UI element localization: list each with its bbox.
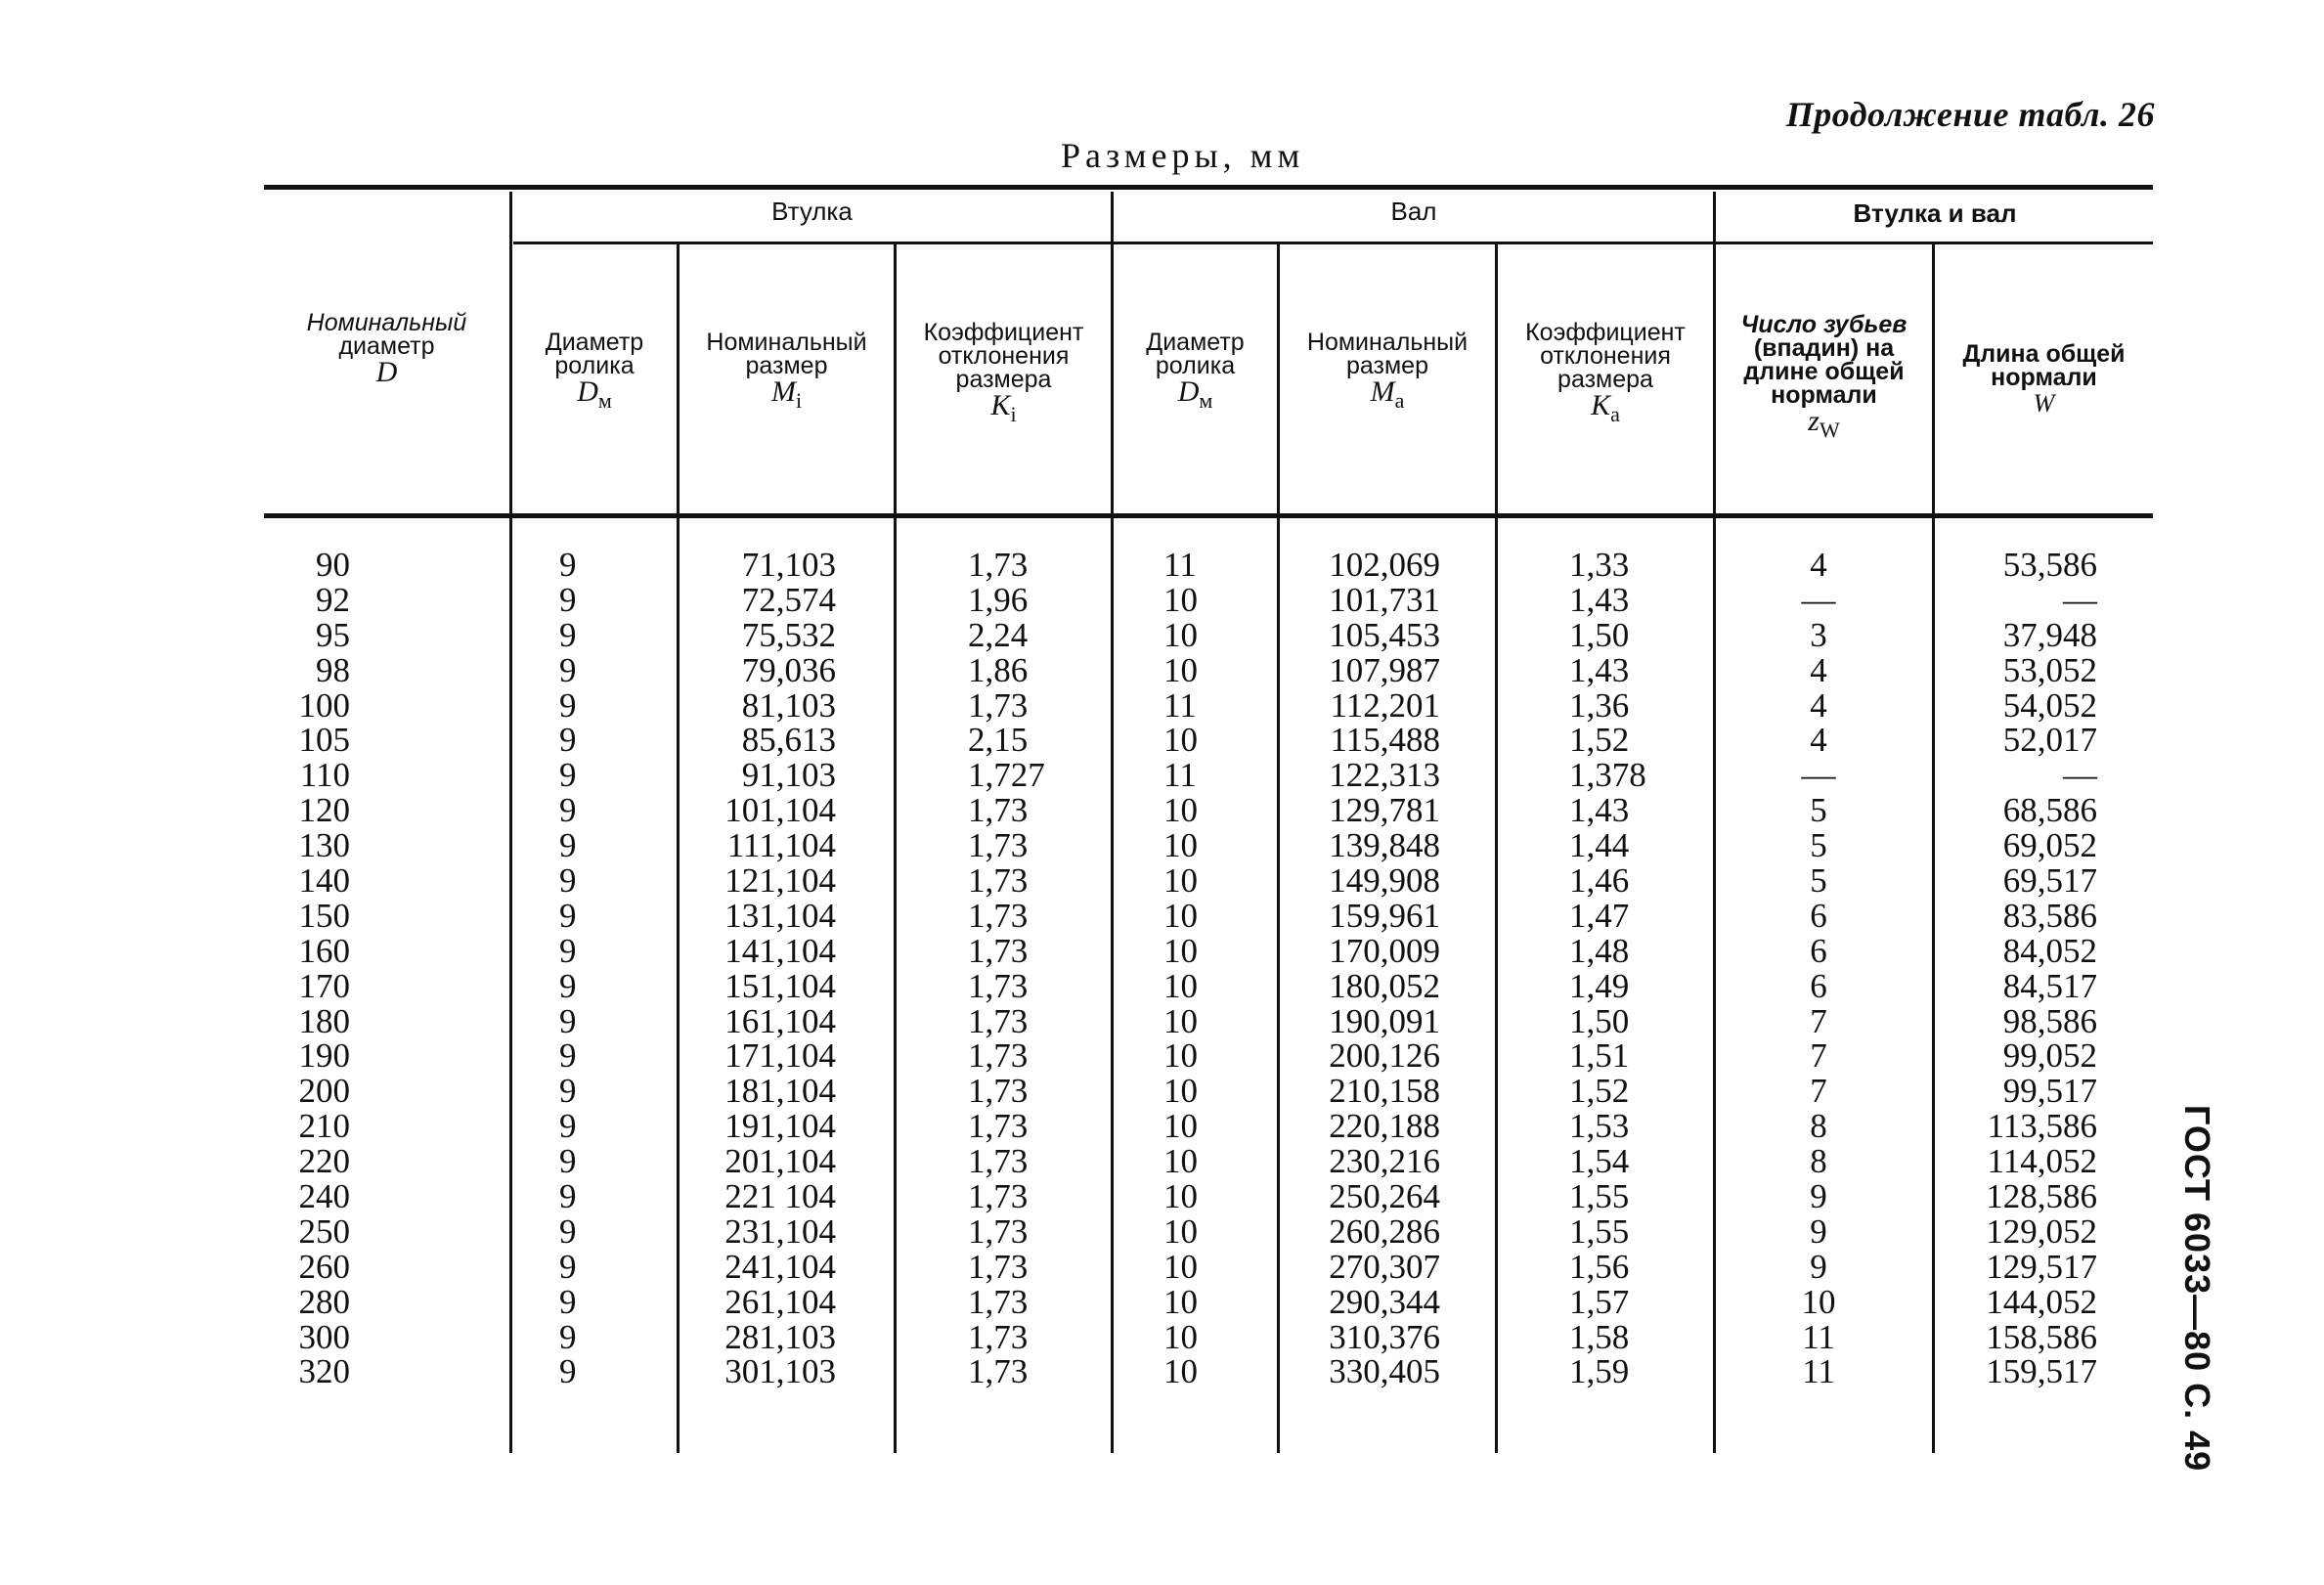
header-shaft-coefficient: Коэффициент отклонения размера $K_a$ xyxy=(1525,319,1686,426)
header-shaft-roller-diameter: Диаметр ролика $D_м$ xyxy=(1146,329,1245,413)
table-cell: 53,052 xyxy=(2002,650,2097,689)
table-cell: 115,488 xyxy=(1330,721,1440,760)
table-cell: 9 xyxy=(559,966,577,1005)
table-cell: 102,069 xyxy=(1329,546,1440,584)
table-cell: 200,126 xyxy=(1329,1036,1440,1076)
table-cell: 1,73 xyxy=(968,966,1029,1005)
table-cell: 1,55 xyxy=(1569,1211,1630,1251)
table-cell: 191,104 xyxy=(724,1107,836,1146)
table-cell: 53,586 xyxy=(2002,546,2097,584)
table-cell: 9 xyxy=(559,756,577,795)
table-cell: 1,73 xyxy=(968,1107,1029,1146)
column-bushing-roller-diameter xyxy=(559,548,598,1389)
header-teeth-count: Число зубьев (впадин) на длине общей нормали $z_W$ xyxy=(1740,311,1907,442)
table-cell: 1,73 xyxy=(968,896,1029,935)
table-cell: 130 xyxy=(298,826,350,865)
table-cell: 122,313 xyxy=(1329,756,1440,795)
table-cell: 10 xyxy=(1163,966,1198,1005)
table-cell: 1,73 xyxy=(968,826,1029,865)
table-cell: 1,86 xyxy=(968,650,1029,689)
table-cell: 159,517 xyxy=(1986,1352,2097,1391)
table-cell: 121,104 xyxy=(724,861,836,901)
table-cell: 1,73 xyxy=(968,1142,1029,1181)
table-cell: 231,104 xyxy=(724,1211,836,1251)
column-divider xyxy=(1277,244,1280,1453)
table-cell: 158,586 xyxy=(1986,1317,2097,1356)
table-cell: 9 xyxy=(559,1317,577,1356)
table-cell: 290,344 xyxy=(1329,1282,1440,1321)
table-cell: 10 xyxy=(1163,1352,1198,1391)
table-cell: 9 xyxy=(559,546,577,584)
table-cell: 114,052 xyxy=(1987,1142,2097,1181)
table-cell: 4 xyxy=(1810,721,1827,760)
table-cell: 52,017 xyxy=(2002,721,2097,760)
table-cell: 9 xyxy=(559,826,577,865)
table-cell: 10 xyxy=(1163,1142,1198,1181)
table-cell: 161,104 xyxy=(724,1001,836,1040)
table-cell: 9 xyxy=(559,1072,577,1111)
table-cell: 5 xyxy=(1810,861,1827,901)
table-cell: 210 xyxy=(298,1107,350,1146)
table-cell: 1,73 xyxy=(968,1317,1029,1356)
table-cell: 141,104 xyxy=(724,931,836,970)
table-cell: 7 xyxy=(1810,1001,1827,1040)
table-cell: 83,586 xyxy=(2002,896,2097,935)
table-cell: 1,47 xyxy=(1569,896,1630,935)
table-cell: 10 xyxy=(1163,861,1198,901)
table-cell: 9 xyxy=(559,1352,577,1391)
table-cell: 1,55 xyxy=(1569,1177,1630,1216)
column-normal-length xyxy=(1946,548,2097,1389)
table-cell: 1,73 xyxy=(968,1211,1029,1251)
table-cell: 7 xyxy=(1810,1072,1827,1111)
table-cell: 100 xyxy=(298,685,350,725)
table-cell: 113,586 xyxy=(1987,1107,2097,1146)
table-cell: 11 xyxy=(1163,685,1197,725)
standard-page-label: ГОСТ 6033—80 С. 49 xyxy=(2177,1105,2217,1473)
column-shaft-roller-diameter xyxy=(1163,548,1222,1389)
table-cell: 220,188 xyxy=(1329,1107,1440,1146)
header-bushing-roller-diameter: Диаметр ролика $D_м$ xyxy=(545,329,644,413)
table-cell: 1,73 xyxy=(968,1177,1029,1216)
table-cell: 107,987 xyxy=(1329,650,1440,689)
table-cell: 190 xyxy=(298,1036,350,1076)
table-cell: 110 xyxy=(299,756,350,795)
table-cell: 230,216 xyxy=(1329,1142,1440,1181)
table-cell: 10 xyxy=(1163,896,1198,935)
table-cell: 2,15 xyxy=(968,721,1029,760)
table-cell: 1,73 xyxy=(968,1001,1029,1040)
table-cell: 1,51 xyxy=(1569,1036,1630,1076)
table-cell: 10 xyxy=(1163,1317,1198,1356)
table-cell: 220 xyxy=(298,1142,350,1181)
table-cell: 241,104 xyxy=(724,1247,836,1286)
column-shaft-coefficient xyxy=(1569,548,1687,1389)
table-cell: 10 xyxy=(1163,1282,1198,1321)
table-cell: 9 xyxy=(559,791,577,830)
table-cell: 9 xyxy=(559,580,577,619)
table-cell: 11 xyxy=(1802,1352,1835,1391)
table-cell: 1,46 xyxy=(1569,861,1630,901)
table-cell: 99,052 xyxy=(2002,1036,2097,1076)
table-cell: 10 xyxy=(1163,580,1198,619)
table-cell: 9 xyxy=(1810,1211,1827,1251)
table-cell: 300 xyxy=(298,1317,350,1356)
table-cell: 1,73 xyxy=(968,1036,1029,1076)
table-cell: — xyxy=(2063,756,2097,795)
table-cell: 1,57 xyxy=(1569,1282,1630,1321)
table-cell: 9 xyxy=(559,1001,577,1040)
table-cell: 10 xyxy=(1163,1036,1198,1076)
table-cell: 181,104 xyxy=(724,1072,836,1111)
table-cell: 10 xyxy=(1163,1001,1198,1040)
table-cell: 280 xyxy=(298,1282,350,1321)
table-cell: 210,158 xyxy=(1329,1072,1440,1111)
table-cell: 1,73 xyxy=(968,791,1029,830)
table-cell: 240 xyxy=(298,1177,350,1216)
table-cell: 9 xyxy=(559,861,577,901)
table-cell: 69,052 xyxy=(2002,826,2097,865)
table-cell: 260 xyxy=(298,1247,350,1286)
table-cell: 84,052 xyxy=(2002,931,2097,970)
column-divider xyxy=(677,244,680,1453)
table-cell: — xyxy=(2063,580,2097,619)
table-cell: 201,104 xyxy=(724,1142,836,1181)
table-cell: 9 xyxy=(559,685,577,725)
table-cell: 1,73 xyxy=(968,861,1029,901)
table-cell: 101,104 xyxy=(724,791,836,830)
table-cell: 111,104 xyxy=(726,826,836,865)
table-cell: 1,73 xyxy=(968,1072,1029,1111)
table-cell: 1,49 xyxy=(1569,966,1630,1005)
table-cell: 4 xyxy=(1810,650,1827,689)
table-cell: 180 xyxy=(298,1001,350,1040)
table-cell: 4 xyxy=(1810,685,1827,725)
table-cell: 1,727 xyxy=(968,756,1045,795)
table-cell: 171,104 xyxy=(724,1036,836,1076)
column-bushing-coefficient xyxy=(968,548,1085,1389)
table-cell: 10 xyxy=(1163,1072,1198,1111)
table-cell: — xyxy=(1801,756,1836,795)
table-cell: 140 xyxy=(298,861,350,901)
table-cell: 6 xyxy=(1810,896,1827,935)
table-cell: 10 xyxy=(1163,1211,1198,1251)
table-cell: 10 xyxy=(1163,826,1198,865)
table-cell: 170,009 xyxy=(1329,931,1440,970)
table-cell: 3 xyxy=(1810,615,1827,654)
column-nominal-diameter xyxy=(264,548,350,1389)
table-cell: 10 xyxy=(1163,615,1198,654)
table-cell: 9 xyxy=(559,721,577,760)
table-cell: 10 xyxy=(1163,931,1198,970)
table-cell: 69,517 xyxy=(2002,861,2097,901)
table-cell: 10 xyxy=(1163,721,1198,760)
table-cell: 5 xyxy=(1810,791,1827,830)
table-cell: 1,44 xyxy=(1569,826,1630,865)
table-top-rule xyxy=(264,185,2153,190)
table-cell: 1,33 xyxy=(1569,546,1630,584)
table-cell: 8 xyxy=(1810,1107,1827,1146)
table-cell: 6 xyxy=(1810,931,1827,970)
table-cell: 9 xyxy=(559,650,577,689)
table-cell: 7 xyxy=(1810,1036,1827,1076)
table-cell: 99,517 xyxy=(2002,1072,2097,1111)
table-cell: 190,091 xyxy=(1329,1001,1440,1040)
header-normal-length: Длина общей нормали W xyxy=(1962,340,2126,418)
table-cell: 221 104 xyxy=(724,1177,836,1216)
table-cell: 9 xyxy=(559,1177,577,1216)
table-cell: 10 xyxy=(1163,1177,1198,1216)
header-bushing-coefficient: Коэффициент отклонения размера $K_i$ xyxy=(923,319,1084,426)
table-cell: 1,58 xyxy=(1569,1317,1630,1356)
table-cell: 11 xyxy=(1802,1317,1835,1356)
table-cell: 71,103 xyxy=(741,546,836,584)
table-cell: 131,104 xyxy=(724,896,836,935)
table-cell: 9 xyxy=(1810,1247,1827,1286)
table-cell: 11 xyxy=(1163,546,1197,584)
table-cell: 250 xyxy=(298,1211,350,1251)
table-cell: 84,517 xyxy=(2002,966,2097,1005)
table-cell: 81,103 xyxy=(741,685,836,725)
table-cell: 129,052 xyxy=(1986,1211,2097,1251)
table-cell: 1,73 xyxy=(968,931,1029,970)
table-cell: 151,104 xyxy=(724,966,836,1005)
group-rule xyxy=(513,242,2153,244)
header-nominal-diameter: Номинальный диаметр D xyxy=(306,309,467,388)
table-cell: 68,586 xyxy=(2002,791,2097,830)
table-cell: 149,908 xyxy=(1329,861,1440,901)
table-cell: 129,517 xyxy=(1986,1247,2097,1286)
table-cell: 1,50 xyxy=(1569,615,1630,654)
table-cell: 1,43 xyxy=(1569,650,1630,689)
table-cell: 72,574 xyxy=(741,580,836,619)
table-cell: 281,103 xyxy=(724,1317,836,1356)
table-cell: 1,73 xyxy=(968,685,1029,725)
table-cell: 11 xyxy=(1163,756,1197,795)
table-cell: 10 xyxy=(1801,1282,1836,1321)
table-cell: 1,378 xyxy=(1569,756,1646,795)
table-cell: 9 xyxy=(559,896,577,935)
table-cell: 1,53 xyxy=(1569,1107,1630,1146)
table-cell: 1,48 xyxy=(1569,931,1630,970)
group-header-both: Втулка и вал xyxy=(1853,198,2017,228)
table-cell: 10 xyxy=(1163,1247,1198,1286)
table-cell: 9 xyxy=(559,931,577,970)
table-cell: 1,52 xyxy=(1569,721,1630,760)
table-cell: 139,848 xyxy=(1329,826,1440,865)
table-cell: 10 xyxy=(1163,791,1198,830)
table-cell: 9 xyxy=(559,1247,577,1286)
column-shaft-nominal-size xyxy=(1281,548,1440,1389)
table-cell: 9 xyxy=(559,1211,577,1251)
group-header-bushing: Втулка xyxy=(771,197,853,226)
header-shaft-nominal-size: Номинальный размер $M_a$ xyxy=(1306,329,1469,413)
table-cell: 200 xyxy=(298,1072,350,1111)
table-cell: 330,405 xyxy=(1329,1352,1440,1391)
table-cell: 98 xyxy=(316,650,350,689)
table-cell: 10 xyxy=(1163,1107,1198,1146)
group-header-shaft: Вал xyxy=(1390,197,1437,226)
table-cell: 5 xyxy=(1810,826,1827,865)
table-cell: — xyxy=(1801,580,1836,619)
header-bushing-nominal-size: Номинальный размер $M_i$ xyxy=(706,329,867,413)
table-cell: 8 xyxy=(1810,1142,1827,1181)
table-cell: 105,453 xyxy=(1329,615,1440,654)
table-cell: 2,24 xyxy=(968,615,1029,654)
table-cell: 79,036 xyxy=(741,650,836,689)
table-cell: 310,376 xyxy=(1329,1317,1440,1356)
table-cell: 320 xyxy=(298,1352,350,1391)
table-cell: 301,103 xyxy=(724,1352,836,1391)
column-bushing-nominal-size xyxy=(684,548,836,1389)
column-divider xyxy=(1932,244,1935,1453)
table-cell: 250,264 xyxy=(1329,1177,1440,1216)
table-cell: 9 xyxy=(559,1142,577,1181)
header-bottom-rule xyxy=(264,513,2153,518)
table-cell: 1,36 xyxy=(1569,685,1630,725)
sizes-caption: Размеры, мм xyxy=(1061,136,1305,175)
table-cell: 160 xyxy=(298,931,350,970)
table-cell: 1,73 xyxy=(968,546,1029,584)
table-cell: 1,43 xyxy=(1569,580,1630,619)
table-cell: 10 xyxy=(1163,650,1198,689)
table-cell: 9 xyxy=(559,615,577,654)
table-cell: 144,052 xyxy=(1986,1282,2097,1321)
table-cell: 270,307 xyxy=(1329,1247,1440,1286)
table-cell: 1,96 xyxy=(968,580,1029,619)
table-cell: 128,586 xyxy=(1986,1177,2097,1216)
table-cell: 120 xyxy=(298,791,350,830)
table-cell: 75,532 xyxy=(741,615,836,654)
table-cell: 91,103 xyxy=(741,756,836,795)
table-cell: 37,948 xyxy=(2002,615,2097,654)
table-cell: 1,43 xyxy=(1569,791,1630,830)
table-continuation-label: Продолжение табл. 26 xyxy=(1785,95,2155,134)
table-cell: 85,613 xyxy=(741,721,836,760)
table-cell: 1,73 xyxy=(968,1282,1029,1321)
table-cell: 9 xyxy=(559,1036,577,1076)
table-cell: 261,104 xyxy=(724,1282,836,1321)
table-cell: 54,052 xyxy=(2002,685,2097,725)
table-cell: 1,50 xyxy=(1569,1001,1630,1040)
table-cell: 98,586 xyxy=(2002,1001,2097,1040)
table-cell: 1,54 xyxy=(1569,1142,1630,1181)
table-cell: 105 xyxy=(298,721,350,760)
table-cell: 92 xyxy=(316,580,350,619)
table-cell: 159,961 xyxy=(1329,896,1440,935)
table-cell: 150 xyxy=(298,896,350,935)
table-cell: 1,73 xyxy=(968,1352,1029,1391)
table-cell: 112,201 xyxy=(1330,685,1440,725)
table-cell: 1,59 xyxy=(1569,1352,1630,1391)
table-cell: 4 xyxy=(1810,546,1827,584)
table-cell: 9 xyxy=(559,1282,577,1321)
table-cell: 6 xyxy=(1810,966,1827,1005)
table-cell: 129,781 xyxy=(1329,791,1440,830)
column-teeth-count xyxy=(1779,548,1858,1389)
table-cell: 101,731 xyxy=(1329,580,1440,619)
table-cell: 1,73 xyxy=(968,1247,1029,1286)
table-cell: 95 xyxy=(316,615,350,654)
table-cell: 90 xyxy=(316,546,350,584)
table-cell: 9 xyxy=(559,1107,577,1146)
table-cell: 260,286 xyxy=(1329,1211,1440,1251)
table-cell: 180,052 xyxy=(1329,966,1440,1005)
table-cell: 9 xyxy=(1810,1177,1827,1216)
table-cell: 1,56 xyxy=(1569,1247,1630,1286)
table-cell: 1,52 xyxy=(1569,1072,1630,1111)
table-cell: 170 xyxy=(298,966,350,1005)
